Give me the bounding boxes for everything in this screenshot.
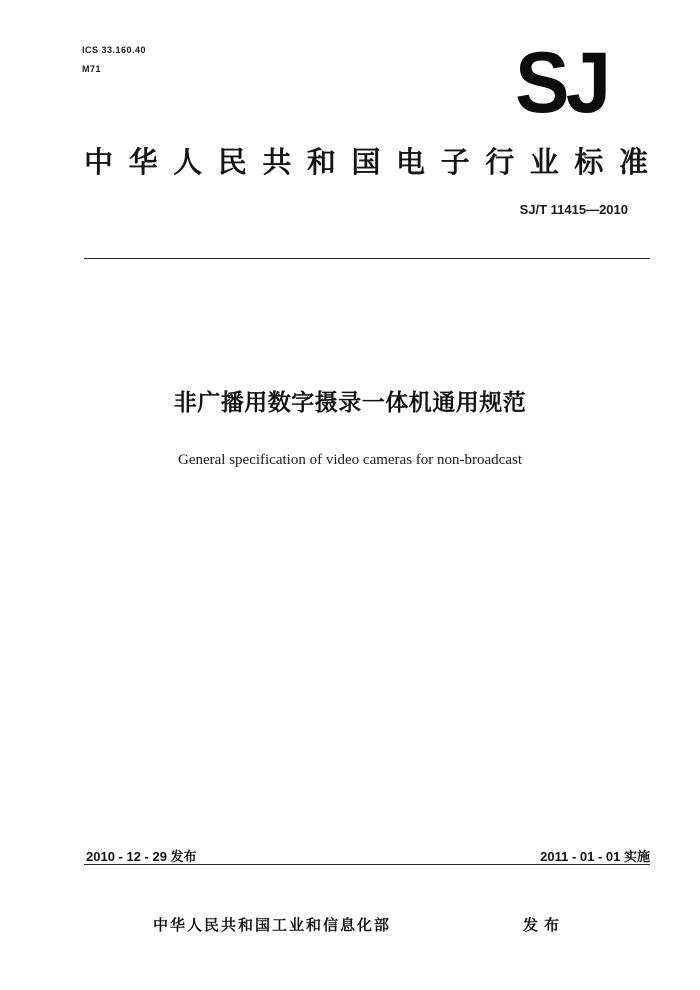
industry-title-char: 标 [574,145,604,179]
sj-logo: SJ [515,35,608,131]
header-divider [84,258,650,259]
standard-number: SJ/T 11415—2010 [519,202,628,217]
industry-standard-title [84,140,648,184]
industry-title-char: 华 [128,145,158,179]
industry-title-char: 行 [485,145,515,179]
issuing-ministry: 中华人民共和国工业和信息化部 [153,916,392,934]
issue-date: 2010 - 12 - 29 发布 [86,849,197,864]
implementation-date: 2011 - 01 - 01 实施 [540,849,650,864]
document-title-english: General specification of video cameras for non-broadcast [177,452,522,468]
dates-divider [84,864,650,865]
industry-title-char: 和 [306,145,336,179]
ccs-code: M71 [82,64,102,74]
industry-title-char: 人 [173,145,203,179]
industry-title-char: 民 [217,145,247,179]
document-title-chinese: 非广播用数字摄录一体机通用规范 [173,390,527,416]
ics-code: ICS 33.160.40 [82,45,147,55]
industry-title-char: 业 [529,145,559,179]
industry-title-char: 电 [396,145,426,179]
release-label: 发布 [523,916,566,934]
industry-title-char: 准 [618,145,648,179]
industry-title-char: 国 [351,145,381,179]
industry-title-char: 共 [262,145,292,179]
industry-title-char: 子 [440,145,470,179]
industry-title-char: 中 [84,145,114,179]
